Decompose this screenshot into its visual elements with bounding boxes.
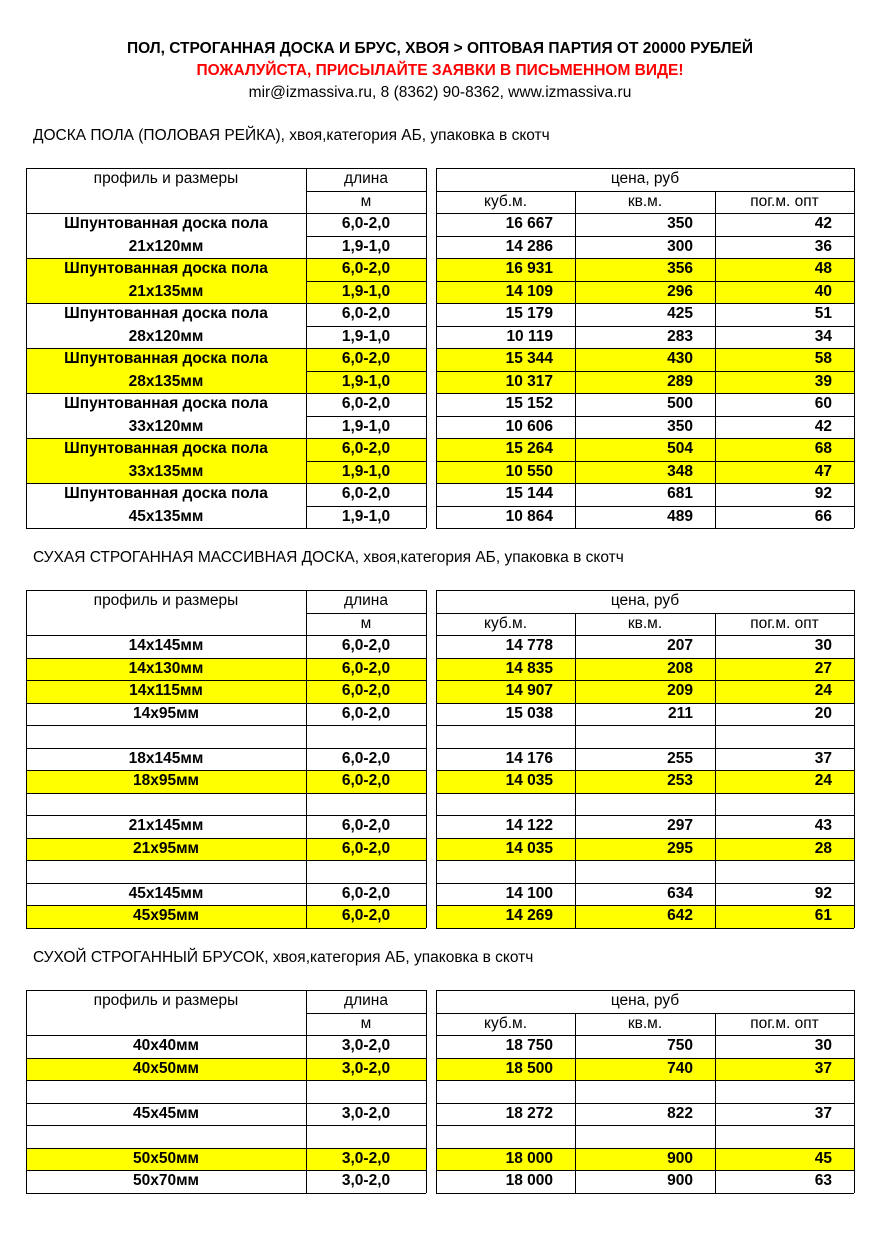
product-name: 18x145мм <box>128 749 204 767</box>
price-cubic: 14 778 <box>505 637 553 654</box>
table-rule <box>436 1125 854 1126</box>
table-rule <box>436 928 854 929</box>
section-title-floor: ДОСКА ПОЛА (ПОЛОВАЯ РЕЙКА), хвоя,категория АБ, упаковка в скотч <box>33 127 550 144</box>
table-rule <box>306 1058 426 1059</box>
column-header-price: цена, руб <box>610 992 680 1009</box>
table-rule <box>306 416 426 417</box>
price-linear: 42 <box>814 417 832 435</box>
table-rule <box>436 1103 854 1104</box>
column-header-length-unit: м <box>360 614 372 632</box>
table-rule <box>306 438 426 439</box>
product-name: 14x130мм <box>128 659 204 677</box>
length-value: 3,0-2,0 <box>341 1059 391 1077</box>
column-header-length: длина <box>344 992 388 1009</box>
product-name: 21x120мм <box>128 237 204 255</box>
price-square: 356 <box>667 260 693 277</box>
table-rule <box>436 680 854 681</box>
table-rule <box>436 281 854 282</box>
table-rule <box>306 590 307 928</box>
table-rule <box>306 725 426 726</box>
table-rule <box>26 393 306 394</box>
price-square: 822 <box>667 1104 693 1122</box>
table-rule <box>306 613 426 614</box>
product-name: 33x120мм <box>128 417 204 435</box>
price-cubic: 18 000 <box>505 1149 553 1167</box>
price-square: 211 <box>667 704 693 722</box>
table-rule <box>854 168 855 528</box>
price-cubic: 10 119 <box>506 327 553 345</box>
table-rule <box>436 905 854 906</box>
price-cubic: 14 035 <box>505 772 553 789</box>
price-cubic: 18 272 <box>505 1104 553 1122</box>
table-rule <box>436 990 437 1193</box>
price-cubic: 10 606 <box>505 417 553 435</box>
product-name: 50x50мм <box>132 1149 200 1167</box>
table-rule <box>26 1125 306 1126</box>
price-linear: 24 <box>814 682 832 699</box>
table-rule <box>436 635 854 636</box>
table-rule <box>436 1148 854 1149</box>
table-rule <box>26 703 306 704</box>
table-rule <box>26 590 426 591</box>
table-rule <box>306 658 426 659</box>
contact-info: mir@izmassiva.ru, 8 (8362) 90-8362, www.izmassiva.ru <box>248 84 632 101</box>
price-cubic: 15 152 <box>505 395 553 412</box>
price-square: 295 <box>667 839 693 857</box>
table-rule <box>306 393 426 394</box>
table-rule <box>436 703 854 704</box>
table-rule <box>436 506 854 507</box>
table-rule <box>26 1170 306 1171</box>
table-rule <box>306 1103 426 1104</box>
column-header-square: кв.м. <box>627 1014 663 1032</box>
table-rule <box>306 281 426 282</box>
price-linear: 47 <box>814 462 832 480</box>
length-value: 6,0-2,0 <box>341 440 391 457</box>
length-value: 1,9-1,0 <box>341 417 391 435</box>
price-square: 900 <box>667 1172 693 1189</box>
table-rule <box>26 1148 306 1149</box>
table-rule <box>306 326 426 327</box>
table-rule <box>306 748 426 749</box>
length-value: 6,0-2,0 <box>341 350 391 367</box>
price-square: 296 <box>667 282 693 300</box>
table-rule <box>306 348 426 349</box>
price-linear: 27 <box>814 659 832 677</box>
price-cubic: 14 907 <box>505 682 553 699</box>
table-rule <box>306 483 426 484</box>
table-rule <box>26 793 306 794</box>
table-rule <box>715 191 716 529</box>
table-rule <box>436 1193 854 1194</box>
table-rule <box>306 680 426 681</box>
table-rule <box>854 590 855 928</box>
price-linear: 92 <box>814 485 832 502</box>
length-value: 6,0-2,0 <box>341 305 391 322</box>
price-linear: 51 <box>814 305 832 322</box>
product-name: 21x145мм <box>128 817 204 834</box>
table-rule <box>306 815 426 816</box>
product-name: Шпунтованная доска пола <box>64 485 268 502</box>
product-name: 14x115мм <box>129 682 203 699</box>
table-rule <box>26 168 426 169</box>
price-square: 489 <box>667 507 693 525</box>
price-square: 208 <box>667 659 693 677</box>
column-header-linear: пог.м. опт <box>750 614 819 632</box>
price-cubic: 14 176 <box>505 749 553 767</box>
table-rule <box>26 635 426 636</box>
column-header-length-unit: м <box>360 1014 372 1032</box>
product-name: 45x145мм <box>128 884 204 902</box>
price-linear: 37 <box>814 749 832 767</box>
table-rule <box>306 506 426 507</box>
table-rule <box>436 770 854 771</box>
column-header-price: цена, руб <box>610 592 680 609</box>
length-value: 1,9-1,0 <box>341 507 391 525</box>
table-rule <box>306 1080 426 1081</box>
price-linear: 45 <box>814 1149 832 1167</box>
column-header-profile: профиль и размеры <box>93 992 239 1009</box>
table-rule <box>26 680 306 681</box>
length-value: 6,0-2,0 <box>341 749 391 767</box>
price-linear: 48 <box>814 260 832 277</box>
table-rule <box>436 213 854 214</box>
price-linear: 66 <box>814 507 832 525</box>
price-cubic: 14 286 <box>505 237 553 255</box>
length-value: 6,0-2,0 <box>341 817 391 834</box>
product-name: 21x135мм <box>128 282 204 300</box>
column-header-length-unit: м <box>360 192 372 210</box>
product-name: 21x95мм <box>132 839 200 857</box>
price-linear: 30 <box>814 1037 832 1054</box>
column-header-length: длина <box>344 592 388 609</box>
table-rule <box>436 1080 854 1081</box>
price-cubic: 16 667 <box>505 215 553 232</box>
price-square: 207 <box>667 637 693 654</box>
table-rule <box>306 461 426 462</box>
product-name: Шпунтованная доска пола <box>64 260 268 277</box>
table-rule <box>306 1125 426 1126</box>
price-square: 289 <box>667 372 693 390</box>
length-value: 6,0-2,0 <box>341 395 391 412</box>
column-header-linear: пог.м. опт <box>750 1014 819 1032</box>
product-name: 18x95мм <box>132 772 200 789</box>
table-rule <box>26 815 306 816</box>
product-name: 14x145мм <box>128 637 204 654</box>
column-header-cubic: куб.м. <box>483 614 528 632</box>
product-name: 45x135мм <box>128 507 204 525</box>
table-rule <box>306 883 426 884</box>
table-rule <box>436 658 854 659</box>
table-rule <box>306 770 426 771</box>
length-value: 6,0-2,0 <box>341 485 391 502</box>
product-name: Шпунтованная доска пола <box>64 440 268 457</box>
length-value: 6,0-2,0 <box>341 884 391 902</box>
price-cubic: 10 864 <box>505 507 553 525</box>
table-rule <box>26 1035 426 1036</box>
price-linear: 39 <box>814 372 832 390</box>
price-cubic: 18 750 <box>505 1037 553 1054</box>
table-rule <box>436 236 854 237</box>
length-value: 6,0-2,0 <box>341 260 391 277</box>
price-square: 634 <box>667 884 693 902</box>
length-value: 6,0-2,0 <box>341 637 391 654</box>
table-rule <box>436 168 854 169</box>
table-rule <box>26 528 426 529</box>
table-rule <box>436 191 854 192</box>
price-cubic: 15 179 <box>505 305 553 322</box>
table-rule <box>436 258 854 259</box>
length-value: 6,0-2,0 <box>341 682 391 699</box>
price-linear: 40 <box>814 282 832 300</box>
price-square: 504 <box>667 440 693 457</box>
price-cubic: 14 035 <box>505 839 553 857</box>
table-rule <box>436 303 854 304</box>
table-rule <box>436 590 854 591</box>
table-rule <box>26 990 27 1193</box>
price-linear: 58 <box>814 350 832 367</box>
length-value: 3,0-2,0 <box>341 1172 391 1189</box>
table-rule <box>306 905 426 906</box>
table-rule <box>436 528 854 529</box>
price-linear: 34 <box>814 327 832 345</box>
price-square: 642 <box>667 907 693 924</box>
table-rule <box>436 748 854 749</box>
notice-text: ПОЖАЛУЙСТА, ПРИСЫЛАЙТЕ ЗАЯВКИ В ПИСЬМЕННОМ ВИДЕ! <box>196 62 684 79</box>
section-title-bar: СУХОЙ СТРОГАННЫЙ БРУСОК, хвоя,категория АБ, упаковка в скотч <box>33 949 534 966</box>
table-rule <box>26 1080 306 1081</box>
table-rule <box>436 613 854 614</box>
table-rule <box>306 1170 426 1171</box>
page-title: ПОЛ, СТРОГАННАЯ ДОСКА И БРУС, ХВОЯ > ОПТОВАЯ ПАРТИЯ ОТ 20000 РУБЛЕЙ <box>126 40 754 57</box>
table-rule <box>26 770 306 771</box>
product-name: 40x50мм <box>132 1059 200 1077</box>
table-rule <box>426 990 427 1193</box>
price-square: 740 <box>667 1059 693 1077</box>
price-cubic: 10 550 <box>505 462 553 480</box>
price-linear: 37 <box>814 1059 832 1077</box>
price-cubic: 15 038 <box>505 704 553 722</box>
length-value: 6,0-2,0 <box>341 907 391 924</box>
table-rule <box>26 483 306 484</box>
product-name: 28x135мм <box>128 372 204 390</box>
table-rule <box>26 928 426 929</box>
price-square: 500 <box>667 395 693 412</box>
table-rule <box>26 658 306 659</box>
table-rule <box>26 1058 306 1059</box>
table-rule <box>26 1103 306 1104</box>
table-rule <box>26 860 306 861</box>
column-header-length: длина <box>344 170 388 187</box>
column-header-square: кв.м. <box>627 614 663 632</box>
price-square: 255 <box>667 749 693 767</box>
column-header-cubic: куб.м. <box>483 1014 528 1032</box>
table-rule <box>436 1013 854 1014</box>
length-value: 3,0-2,0 <box>341 1104 391 1122</box>
length-value: 1,9-1,0 <box>341 462 391 480</box>
table-rule <box>426 590 427 928</box>
length-value: 3,0-2,0 <box>341 1149 391 1167</box>
column-header-profile: профиль и размеры <box>93 592 239 609</box>
price-linear: 24 <box>814 772 832 789</box>
table-rule <box>26 303 306 304</box>
table-rule <box>26 590 27 928</box>
product-name: 28x120мм <box>128 327 204 345</box>
product-name: 33x135мм <box>128 462 204 480</box>
column-header-price: цена, руб <box>610 170 680 187</box>
table-rule <box>426 168 427 528</box>
price-square: 750 <box>667 1037 693 1054</box>
price-cubic: 15 144 <box>505 485 553 502</box>
product-name: 14x95мм <box>132 704 200 722</box>
price-square: 350 <box>667 215 693 232</box>
price-square: 209 <box>667 682 693 699</box>
price-cubic: 14 122 <box>505 817 553 834</box>
table-rule <box>26 838 306 839</box>
product-name: Шпунтованная доска пола <box>64 215 268 232</box>
table-rule <box>306 371 426 372</box>
price-cubic: 10 317 <box>505 372 553 390</box>
price-square: 253 <box>667 772 693 789</box>
length-value: 1,9-1,0 <box>341 372 391 390</box>
price-linear: 28 <box>814 839 832 857</box>
table-rule <box>26 990 426 991</box>
table-rule <box>436 883 854 884</box>
price-cubic: 15 264 <box>505 440 553 457</box>
column-header-cubic: куб.м. <box>483 192 528 210</box>
product-name: Шпунтованная доска пола <box>64 395 268 412</box>
price-linear: 42 <box>814 215 832 232</box>
table-rule <box>306 258 426 259</box>
table-rule <box>436 483 854 484</box>
length-value: 6,0-2,0 <box>341 659 391 677</box>
table-rule <box>436 416 854 417</box>
price-linear: 30 <box>814 637 832 654</box>
page-header <box>0 38 880 104</box>
length-value: 1,9-1,0 <box>341 237 391 255</box>
table-rule <box>436 371 854 372</box>
section-title-planed-board: СУХАЯ СТРОГАННАЯ МАССИВНАЯ ДОСКА, хвоя,категория АБ, упаковка в скотч <box>33 549 624 566</box>
price-square: 348 <box>667 462 693 480</box>
table-rule <box>26 213 426 214</box>
length-value: 1,9-1,0 <box>341 282 391 300</box>
table-rule <box>306 236 426 237</box>
table-rule <box>306 793 426 794</box>
table-rule <box>306 860 426 861</box>
price-linear: 61 <box>814 907 832 924</box>
price-square: 425 <box>667 305 693 322</box>
table-rule <box>436 590 437 928</box>
product-name: 50x70мм <box>132 1172 200 1189</box>
table-rule <box>436 838 854 839</box>
price-cubic: 15 344 <box>505 350 553 367</box>
product-name: 40x40мм <box>132 1037 200 1054</box>
price-square: 350 <box>667 417 693 435</box>
price-square: 283 <box>667 327 693 345</box>
table-rule <box>26 348 306 349</box>
table-rule <box>26 438 306 439</box>
table-rule <box>436 438 854 439</box>
length-value: 3,0-2,0 <box>341 1037 391 1054</box>
price-cubic: 14 100 <box>505 884 553 902</box>
table-rule <box>436 860 854 861</box>
table-rule <box>306 703 426 704</box>
table-rule <box>306 1013 426 1014</box>
price-cubic: 14 109 <box>505 282 553 300</box>
price-linear: 20 <box>814 704 832 722</box>
price-square: 430 <box>667 350 693 367</box>
table-rule <box>26 748 306 749</box>
price-square: 900 <box>667 1149 693 1167</box>
price-linear: 36 <box>814 237 832 255</box>
table-rule <box>306 1148 426 1149</box>
column-header-square: кв.м. <box>627 192 663 210</box>
price-square: 681 <box>667 485 693 502</box>
table-rule <box>436 461 854 462</box>
length-value: 6,0-2,0 <box>341 839 391 857</box>
table-rule <box>436 990 854 991</box>
price-linear: 43 <box>814 817 832 834</box>
table-rule <box>436 1170 854 1171</box>
table-rule <box>306 838 426 839</box>
price-cubic: 14 269 <box>505 907 553 924</box>
price-cubic: 16 931 <box>505 260 553 277</box>
table-rule <box>436 725 854 726</box>
table-rule <box>306 303 426 304</box>
table-rule <box>436 393 854 394</box>
product-name: Шпунтованная доска пола <box>64 305 268 322</box>
price-square: 300 <box>667 237 693 255</box>
length-value: 1,9-1,0 <box>341 327 391 345</box>
table-rule <box>854 990 855 1193</box>
product-name: Шпунтованная доска пола <box>64 350 268 367</box>
product-name: 45x95мм <box>132 907 200 924</box>
table-rule <box>26 1193 426 1194</box>
price-cubic: 14 835 <box>505 659 553 677</box>
price-cubic: 18 500 <box>505 1059 553 1077</box>
table-rule <box>436 793 854 794</box>
table-rule <box>26 905 306 906</box>
column-header-profile: профиль и размеры <box>93 170 239 187</box>
length-value: 6,0-2,0 <box>341 772 391 789</box>
price-linear: 68 <box>814 440 832 457</box>
length-value: 6,0-2,0 <box>341 704 391 722</box>
table-rule <box>575 191 576 529</box>
table-rule <box>306 191 426 192</box>
product-name: 45x45мм <box>132 1104 200 1122</box>
table-rule <box>436 1035 854 1036</box>
column-header-linear: пог.м. опт <box>750 192 819 210</box>
table-rule <box>26 883 306 884</box>
price-linear: 63 <box>814 1172 832 1189</box>
price-square: 297 <box>667 817 693 834</box>
price-linear: 37 <box>814 1104 832 1122</box>
table-rule <box>26 258 306 259</box>
table-rule <box>306 990 307 1193</box>
table-rule <box>436 1058 854 1059</box>
length-value: 6,0-2,0 <box>341 215 391 232</box>
table-rule <box>436 348 854 349</box>
table-rule <box>26 725 306 726</box>
price-cubic: 18 000 <box>505 1172 553 1189</box>
table-rule <box>436 326 854 327</box>
price-linear: 92 <box>814 884 832 902</box>
table-rule <box>436 815 854 816</box>
price-linear: 60 <box>814 395 832 412</box>
